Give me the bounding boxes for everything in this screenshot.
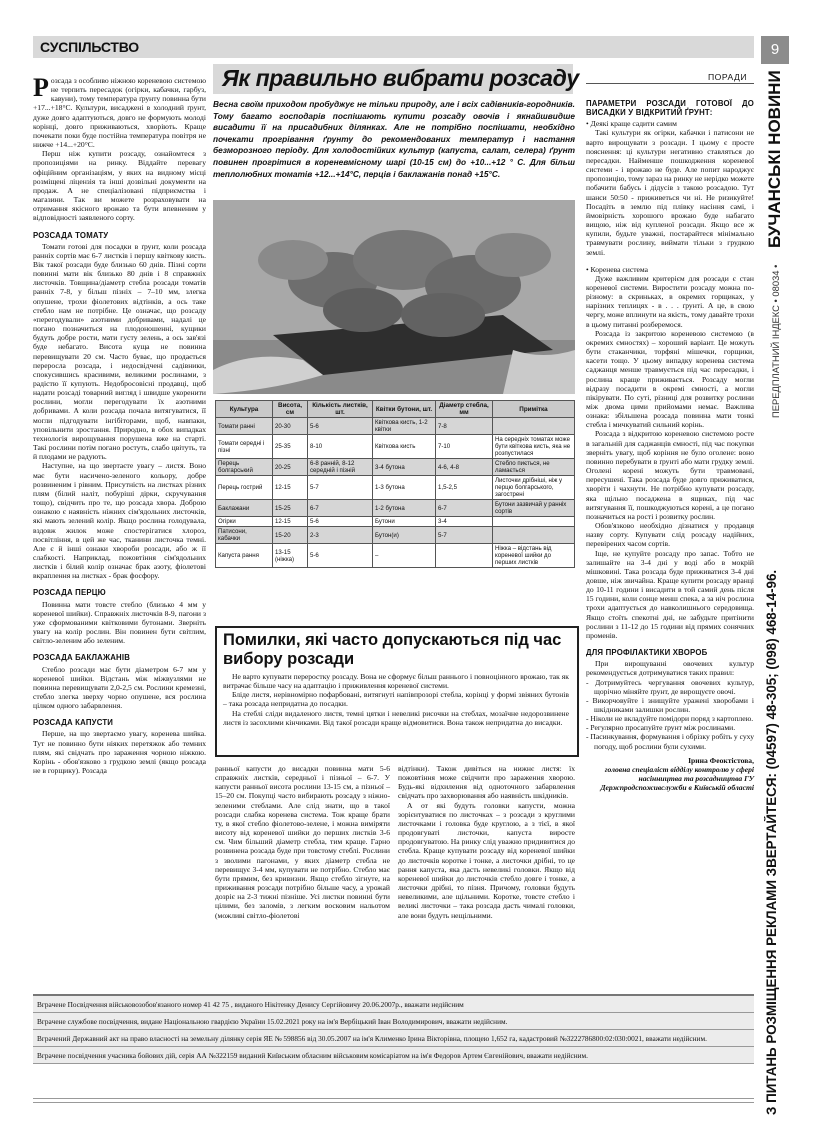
main-title-text: Як правильно вибрати розсаду bbox=[222, 65, 579, 91]
table-header: Примітка bbox=[493, 401, 575, 418]
cabbage-paragraph: Перше, на що звертаємо увагу, коренева шийка. Тут не повинно бути ніяких перетяжок або темних плям, які свідчать про зараження чорною ніжкою. Корінь - обов'язково з грудкою землі (якщо розсада не в горщику). Розсада bbox=[33, 729, 206, 776]
table-cell: – bbox=[373, 544, 436, 568]
buying-tips-paragraph: Іще, не купуйте розсаду про запас. Тобто не залишайте на 3-4 дні у воді або в мокрій мішковині. Така розсада буде приживатися 3-4 дні довше, ніж звичайна. Краще купити розсаду вранці до 10-11 години і висадити в той самий день після 15 години, коли сонце менш спека, а за ніч рослина трохи адаптується до навколишнього середовища. Якщо стоїть спекотні дні, не забудьте притінити рослини з 11-12 до 15 години від прямих сонячних променів. bbox=[586, 548, 754, 640]
bullet-2-text: Дуже важливим критерієм для розсади є стан кореневої системи. Виростити розсаду можна по-різному: в скриньках, в окремих горщиках, у нарізних теплицях - в . . . ґрунті. А це, в свою чергу, може вплинути на якість, тому давайте трохи в цьому питанні розберемося. bbox=[586, 273, 754, 329]
seedling-parameters-table bbox=[215, 400, 575, 568]
table-cell: 7-8 bbox=[436, 418, 493, 435]
right-section-rule bbox=[586, 83, 754, 84]
cabbage-subheading: РОЗСАДА КАПУСТИ bbox=[33, 718, 114, 728]
table-header: Квітки бутони, шт. bbox=[373, 401, 436, 418]
table-header: Висота, см bbox=[273, 401, 308, 418]
table-cell: 1-3 бутона bbox=[373, 476, 436, 500]
column-2-bottom bbox=[215, 764, 390, 920]
table-cell: На середніх томатах може бути квіткова кисть, яка не розпустилася bbox=[493, 435, 575, 459]
table-header: Культура bbox=[216, 401, 273, 418]
table-cell: 1-2 бутона bbox=[373, 500, 436, 517]
dropcap: Р bbox=[33, 73, 49, 102]
list-item: - Дотримуйтесь чергування овочевих культур, щорічно міняйте ґрунт, де вирощуєте овочі. bbox=[586, 677, 754, 696]
table-cell: 4-6, 4-8 bbox=[436, 459, 493, 476]
table-cell: 6-7 bbox=[436, 500, 493, 517]
seedling-photo bbox=[213, 200, 575, 394]
author-name: Ірина Феоктістова, bbox=[688, 755, 754, 765]
subscription-index: ПЕРЕДПЛАТНИЙ ІНДЕКС • 08034 • bbox=[770, 264, 781, 418]
column-3-bottom bbox=[398, 764, 575, 920]
table-cell: 25-35 bbox=[273, 435, 308, 459]
table-cell: Огірки bbox=[216, 517, 273, 527]
lead-paragraph: Весна своїм приходом пробуджує не тільки природу, але і всіх садівників-городників. Тому багато господарів поспішають купити розсаду овочів і якнайшвидше висадити її на присадибних ділянках. Але не потрібно поспішати, необхідно почекати прогрівання ґрунту до рекомендованих температур і настання безморозного періоду. Для холодостійких культур (капуста, салат, селера) ґрунт повинен прогрітися в кореневмісному шарі (10-15 см) до +10...+12 ° С. Для більш теплолюбних томатів +12...+14°С, перців і баклажанів понад +15°С. bbox=[213, 99, 575, 179]
table-cell: 15-20 bbox=[273, 527, 308, 544]
section-title: СУСПІЛЬСТВО bbox=[40, 39, 139, 55]
table-cell: 12-15 bbox=[273, 476, 308, 500]
table-cell: Квіткова кисть bbox=[373, 435, 436, 459]
table-cell: 5-6 bbox=[308, 418, 373, 435]
page-number: 9 bbox=[761, 36, 789, 64]
table-cell bbox=[493, 527, 575, 544]
author-position: головна спеціаліст відділу контролю у сфері насінництва та розсадництва ГУ Держпродспоживслужби в Київській області bbox=[600, 764, 754, 793]
table-cell: 20-30 bbox=[273, 418, 308, 435]
table-cell: Баклажани bbox=[216, 500, 273, 517]
pepper-paragraph: Повинна мати товсте стебло (близько 4 мм у кореневої шийки). Справжніх листочків 8-9, пагони з уже сформованими квітковими бутонами. Зверніть увагу на колір рослин. Він повинен бути світлим, світло-зеленим або зеленим. bbox=[33, 599, 206, 646]
notice-3: Вгрaчений Державний акт на право власності на земельну ділянку серія ЯЕ № 598856 від 30.05.2007 на ім'я Клименко Ірина Вікторівна, площею 1,652 га, кадастровий №3222786800:02:030:0021, вважати недійсним. bbox=[33, 1030, 754, 1047]
table-cell: 2-3 bbox=[308, 527, 373, 544]
prevention-heading: ДЛЯ ПРОФІЛАКТИКИ ХВОРОБ bbox=[586, 648, 708, 658]
intro-paragraph-2: Перш ніж купити розсаду, ознайомтеся з пропозиціями на ринку. Віддайте перевагу офіційним організаціям, у яких на видному місці розміщені ліцензія та інші дозвільні документи на продаж. А не спеціалізовані підприємства і магазини. Так ви можете розраховувати на отримання якісного врожаю та бути впевненим у відповідності заявленого сорту. bbox=[33, 149, 206, 223]
table-cell: Бутон(и) bbox=[373, 527, 436, 544]
table-cell bbox=[493, 517, 575, 527]
table-cell: 7-10 bbox=[436, 435, 493, 459]
table-cell: Ніжка – відстань від кореневої шийки до перших листків bbox=[493, 544, 575, 568]
ads-contact: З ПИТАНЬ РОЗМІЩЕННЯ РЕКЛАМИ ЗВЕРТАЙТЕСЯ: (04597) 48-305; (098) 468-14-96. bbox=[764, 569, 779, 1115]
errors-paragraph-3: На стеблі сліди видаленого листя, темні цятки і невеликі рисочки на стеблах, мозаїчне недорозвинене листя із засохлими кінчиками. Від такої розсади краще відмовитися. Вона також непридатна до висадки. bbox=[223, 708, 569, 727]
table-cell: Квіткова кисть, 1-2 квітки bbox=[373, 418, 436, 435]
notices-block bbox=[33, 994, 754, 1064]
errors-title: Помилки, які часто допускаються під час вибору розсади bbox=[223, 631, 562, 668]
eggplant-paragraph: Стебло розсади має бути діаметром 6-7 мм у кореневої шийки. Відстань між міжвузлями не повинна перевищувати 2,0-2,5 см. Рослини кремезні, стебло злегка зверху чорно опушене, вся рослина цілком одного забарвлення. bbox=[33, 664, 206, 711]
table-row bbox=[216, 418, 575, 435]
closed-root-paragraph: Розсада із закритою кореневою системою (в окремих ємностях) – хороший варіант. Це можуть бути стаканчики, торфяні мішечки, горщики, касети тощо. У цьому випадку коренева система саджанця менше травмується під час пересадки, і рослина краще приживається. Розсаду могли відразу посадити в окремі ємності, а могли пікірувати. По суті, різниці для розвитку рослини між двома цими прийомами немає. Важлива ознака: збільшена розсада повинна мати тонкі стебла і мичкуватий сильний корінь. bbox=[586, 328, 754, 430]
table-cell: Стебло пиється, не ламається bbox=[493, 459, 575, 476]
bullet-1-text: Такі культури як огірки, кабачки і патисони не варто вирощувати з розсади. І цьому є просте пояснення: ці культури негативно ставляться до пересадки. Найменше пошкодження кореневої системи - і врожаю не буде. Але попит народжує пропозицію, тому зараз на ринку не нерідко можете побачити бабусь і дідусів з такою розсадою. Тут шанси 50:50 - приживеться чи ні. Не ризикуйте! Посадіть в землю під плівку насіння самі, і ймовірність хорошого врожаю буде набагато вищою, ніж від купленої розсади. Якщо все ж купили, будьте уважні, постарайтеся мінімально травмувати рослину, виймати тільки з грудкою землі. bbox=[586, 128, 754, 257]
bullet-2-title: • Коренева система bbox=[586, 264, 649, 274]
table-cell: 5-6 bbox=[308, 517, 373, 527]
table-row bbox=[216, 459, 575, 476]
table-cell: Бутони bbox=[373, 517, 436, 527]
table-cell: Патисони, кабачки bbox=[216, 527, 273, 544]
prevention-intro: При вирощуванні овочевих культур рекомендується дотримуватися таких правил: bbox=[586, 659, 754, 678]
bottom-rule bbox=[33, 1098, 754, 1103]
table-cell: Томати середні і пізні bbox=[216, 435, 273, 459]
table-row bbox=[216, 500, 575, 517]
table-header: Кількість листків, шт. bbox=[308, 401, 373, 418]
bullet-1-title: • Деякі краще садити самим bbox=[586, 119, 677, 129]
pepper-subheading: РОЗСАДА ПЕРЦЮ bbox=[33, 588, 106, 598]
list-item: - Регулярно просапуйте ґрунт між рослинами. bbox=[586, 723, 736, 733]
prevention-list bbox=[586, 678, 754, 751]
errors-body bbox=[223, 672, 569, 727]
table-header: Діаметр стебла, мм bbox=[436, 401, 493, 418]
intro-paragraph-1: озсада з особливо ніжною кореневою системою не терпить пересадок (огірки, кабачки, гарбуз, кавуни), тому температура ґрунту повинна бути +17...+18°С. Культури, висаджені в холодний ґрунт, дуже довго адаптуються, довго не формують молоді корінці, довго приживаються, хворіють. Краще почекати поки буде постійна температура повітря не нижче +14...+20°С. bbox=[33, 76, 206, 150]
table-cell: 3-4 bbox=[436, 517, 493, 527]
list-item: - Ніколи не вкладуйте помідори поряд з картоплею. bbox=[586, 714, 754, 724]
table-row bbox=[216, 517, 575, 527]
table-row bbox=[216, 544, 575, 568]
notice-4: Вгрaчене посвідчення учасника бойових дій, серія АА №322159 виданий Київським обласним військовим комісаріатом на ім'я Федоров Артем Євгенійович, вважати недійсним. bbox=[33, 1047, 754, 1064]
table-row bbox=[216, 435, 575, 459]
right-section-label: ПОРАДИ bbox=[708, 72, 748, 82]
table-cell: 5-6 bbox=[308, 544, 373, 568]
params-heading: ПАРАМЕТРИ РОЗСАДИ ГОТОВОЇ ДО ВИСАДКИ У ВІДКРИТИЙ ҐРУНТ: bbox=[586, 99, 754, 118]
tomato-paragraph-2: Наступне, на що звертаєте увагу – листя. Воно має бути насичено-зеленого кольору, добре розвиненим і рівним. Присутність на листках різних плям (білий наліт, побуріші дірки, скручування тощо), свідчить про те, що розсада хвора. Доброю ознакою є наявність ніжних сім'ядольних листочків, які мають зелений колір. Якщо рослина голодувала, вздовж жилок може спостерігатися хлороз, посвітління, в цей же час, тканини листочка темні. Але є й інші ознаки хвороби розсади, або ж її слабкості. Наприклад, пожовтіння сім'ядольних листків і білий колір означає брак азоту, фіолетові вкраплення на листках - брак фосфору. bbox=[33, 461, 206, 581]
table-cell: Бутони зазвичай у ранніх сортів bbox=[493, 500, 575, 517]
cabbage-heads-paragraph: А от які будуть головки капусти, можна зорієнтуватися по листочках – з розсади з круглими листочками і головка буде круглою, а з тієї, в якої продовгуваті листочки, капуста виросте продовгуватою. На ринку слід уважно придивитися до стебла. Краще купувати розсаду від кореневої шийки до листочків коротке і тонке, а листочки дрібні, то це рання капуста, яка дасть невеликі головки. Якщо від кореневої шийки до листочків стебло довге і тонке, а листочки дрібні, то пізня. Причому, головки будуть невеликими, але щільними. Коротке, товсте стебло і великі листочки – така розсада дасть чималі головки, але вони будуть нещільними. bbox=[398, 800, 575, 920]
table-row bbox=[216, 476, 575, 500]
table-cell: 5-7 bbox=[436, 527, 493, 544]
list-item: - Пасинкування, формування і обрізку робіть у суху погоду, щоб рослини були сухими. bbox=[586, 732, 754, 751]
table-cell: 5-7 bbox=[308, 476, 373, 500]
cabbage-continued-2: відтінки). Також дивіться на нижнє листя: їх пожовтіння може свідчити про зараження хворою. Будь-які відхилення від одноточного забарвлення свідчать про захворювання або наявність шкідників. bbox=[398, 764, 575, 801]
table-cell: Перець болгарський bbox=[216, 459, 273, 476]
table-cell bbox=[436, 544, 493, 568]
list-item: - Викорчовуйте і знищуйте уражені хворобами і шкідниками залишки рослин. bbox=[586, 695, 754, 714]
notice-2: Вгрaчене службове посвідчення, видане Національною гвардією України 15.02.2021 року на ім'я Вербіцький Іван Володимирович, вважати недійсним. bbox=[33, 1013, 754, 1030]
table-cell: 15-25 bbox=[273, 500, 308, 517]
tomato-paragraph-1: Томати готові для посадки в ґрунт, коли розсада ранніх сортів має 6-7 листків і першу квіткову кисть. Вік такої розсади буде близько 60 днів. Пізні сорти повинні мати вік близько 80 днів і 8 справжніх листочків. Товщина/діаметр стебла розсади томатів ранніх 7-8, у більш пізніх – 7–10 мм, злегка опушене, трохи фіолетових відтінків, а ось таке стебло нам не потрібне. Це означає, що розсаду «перегодували» азотними добривами, надалі це погано позначиться на плодоношенні, кущики будуть добре рости, мати густу зелень, а ось зав'язі буде небагато. Висота куща не повинна перевищувати 20 см. Часто буває, що продається переросла розсада, і недосвідчені садівники, спокусившись красивими, великими рослинами, з радістю її купують. Недобросовісні продавці, щоб надати розсаді товарний вигляд і швидше укоренити рослини, могли перегодувати їх азотними добривами. А коли розсада почала витягуватися, її могли підгодувати інгібіторами, щоб, навпаки, уповільнити зростання. Природно, в обох випадках технологія вирощування порушена вже на старті. Такі рослини потім погано ростуть, слабо цвітуть, та й плодами не радують. bbox=[33, 241, 206, 462]
table-cell: 6-8 ранній, 8-12 середній і пізній bbox=[308, 459, 373, 476]
table-cell: 6-7 bbox=[308, 500, 373, 517]
newspaper-name: БУЧАНСЬКІ НОВИНИ bbox=[765, 70, 784, 248]
eggplant-subheading: РОЗСАДА БАКЛАЖАНІВ bbox=[33, 653, 131, 663]
table-cell: 13-15 (ніжка) bbox=[273, 544, 308, 568]
table-cell bbox=[493, 418, 575, 435]
table-cell: 20-25 bbox=[273, 459, 308, 476]
column-4 bbox=[586, 99, 754, 792]
table-cell: Капуста рання bbox=[216, 544, 273, 568]
cabbage-continued: ранньої капусти до висадки повинна мати 5-6 справжніх листків, середньої і пізньої – 6-7. У капусти ранньої висота рослини 13-15 см, а пізньої – 15–20 см. Покупці часто вибирають розсаду з ніжно-зеленими стеблами. Але слід знати, що в такої розсади слабка коренева система. Тож краще брати ту, в якої стебло фіолетово-зелене, і можна виміряти висоту від кореневої шийки до перших листків 3-6 см. Чим більший діаметр стебла, тим краще. Гарно розвинена розсада буде при товстому стеблі. Рослини з зволими пагонами, у яких діаметр стебла не перевищує 3-4 мм, купувати не потрібно. Стебло має бути прямим, без кривизни. Якщо стебло зігнуте, на приживання розсади потрібно більше часу, а урожай дозріє на 2-3 тижні пізніше. Усі листки повинні бути цілими, без заломів, з легким восковим нальотом (можливі світло-фіолетові bbox=[215, 764, 390, 920]
errors-paragraph-1: Не варто купувати переростку розсаду. Вона не сформує більш раннього і повноцінного врожаю, так як витрачає більше часу на адаптацію і приживлення кореневої системи. bbox=[223, 672, 569, 691]
variety-paragraph: Обов'язково необхідно дізнатися у продавця назву сорту. Купувати слід розсаду надійних, перевірених часом сортів. bbox=[586, 521, 754, 549]
table-cell: Листочки дрібніші, ніж у перцю болгарського, загострені bbox=[493, 476, 575, 500]
section-header-bar bbox=[33, 36, 754, 58]
errors-paragraph-2: Бліде листя, нерівномірно пофарбовані, витягнуті напівпрозорі стебла, корінці у формі звіяних бутонів – така розсада непридатна до посадки. bbox=[223, 690, 569, 709]
table-cell: Перець гострий bbox=[216, 476, 273, 500]
table-cell: 8-10 bbox=[308, 435, 373, 459]
open-root-paragraph: Розсада з відкритою кореневою системою росте в загальній для саджанців ємності, під час покупки зверніть увагу, щоб коріння не було оголене: воно повинно перебувати в ґрунті або мати грудку землі. Оголені корені можуть бути травмовані, пересушені. Така розсада буде довго приживатися, хворіти і чахнути. Не потрібно купувати розсаду, яка щільно посаджена в ящиках, під час витягування її, пошкоджуються корені, а це погано позначиться на рості і розвитку рослин. bbox=[586, 429, 754, 521]
table-cell: 3-4 бутона bbox=[373, 459, 436, 476]
table-cell: 1,5-2,5 bbox=[436, 476, 493, 500]
notice-1: Вгрaчене Посвідчення військовозобов'язаного номер 41 42 75 , видaного Нікітенку Денису Сергійовичу 20.06.2007р., вважати недійсним bbox=[33, 996, 754, 1013]
tomato-subheading: РОЗСАДА ТОМАТУ bbox=[33, 230, 109, 240]
column-1 bbox=[33, 73, 206, 776]
table-cell: Томати ранні bbox=[216, 418, 273, 435]
table-cell: 12-15 bbox=[273, 517, 308, 527]
table-row bbox=[216, 527, 575, 544]
